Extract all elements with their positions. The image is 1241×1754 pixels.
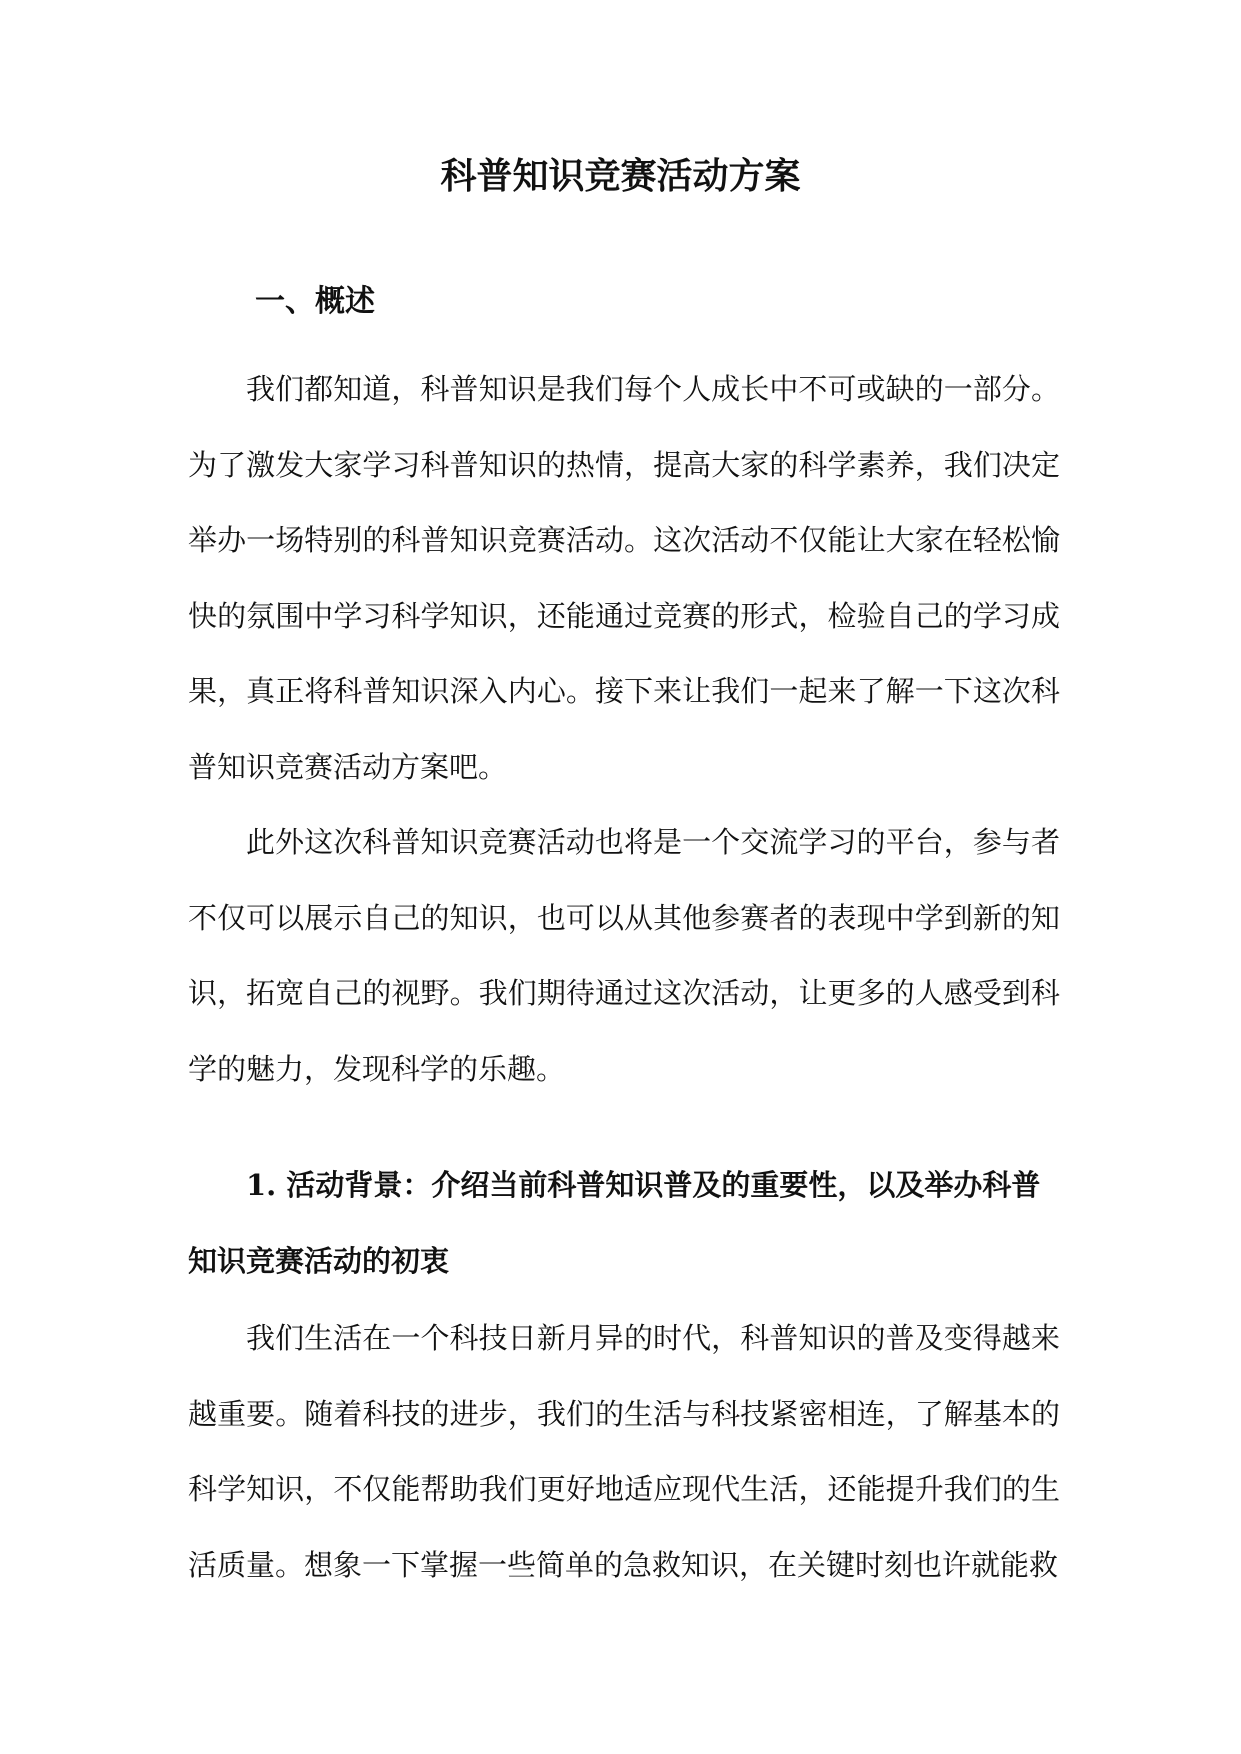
section-heading-overview: 一、概述	[255, 284, 375, 319]
paragraph-intro: 我们都知道，科普知识是我们每个人成长中不可或缺的一部分。为了激发大家学习科普知识的热情，提高大家的科学素养，我们决定举办一场特别的科普知识竞赛活动。这次活动不仅能让大家在轻松愉快的氛围中学习科学知识，还能通过竞赛的形式，检验自己的学习成果，真正将科普知识深入内心。接下来让我们一起来了解一下这次科普知识竞赛活动方案吧。	[188, 372, 1060, 784]
subsection-heading-background: 1. 活动背景：介绍当前科普知识普及的重要性，以及举办科普知识竞赛活动的初衷	[188, 1168, 1041, 1278]
document-title: 科普知识竞赛活动方案	[440, 155, 801, 197]
paragraph-platform: 此外这次科普知识竞赛活动也将是一个交流学习的平台，参与者不仅可以展示自己的知识，也可以从其他参赛者的表现中学到新的知识，拓宽自己的视野。我们期待通过这次活动，让更多的人感受到科学的魅力，发现科学的乐趣。	[188, 825, 1060, 1086]
paragraph-background: 我们生活在一个科技日新月异的时代，科普知识的普及变得越来越重要。随着科技的进步，我们的生活与科技紧密相连，了解基本的科学知识，不仅能帮助我们更好地适应现代生活，还能提升我们的生活质量。想象一下掌握一些简单的急救知识，在关键时刻也许就能救	[188, 1321, 1060, 1582]
